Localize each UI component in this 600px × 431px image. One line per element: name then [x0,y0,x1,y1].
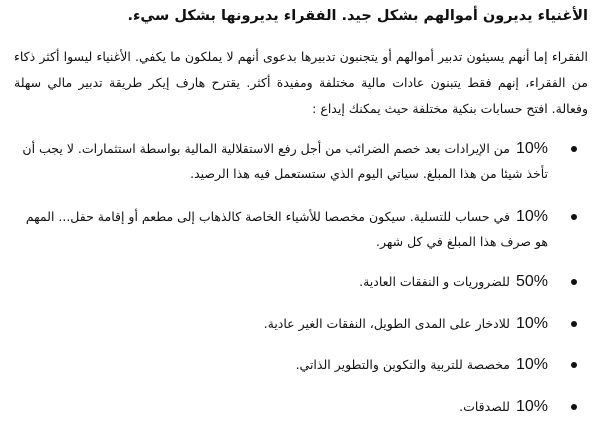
item-percent: 50% [515,273,548,290]
item-text: للصدقات. [459,399,510,414]
list-item [14,269,588,294]
headline: الأغنياء يديرون أموالهم بشكل جيد. الفقراء يديرونها بشكل سيء. [127,8,588,24]
bullet-icon [571,404,577,410]
list-item [14,394,588,419]
item-percent: 10% [515,140,548,157]
item-text: للضروريات و النفقات العادية. [359,274,510,289]
bullet-icon [571,146,577,152]
allocation-list [14,136,588,419]
item-text: مخصصة للتربية والتكوين والتطوير الذاتي. [295,357,510,372]
bullet-icon [571,279,577,285]
list-item [14,352,588,377]
item-text: في حساب للتسلية. سيكون مخصصا للأشياء الخاصة كالذهاب إلى مطعم أو إقامة حفل... المهم هو صرف هذا المبلغ في كل شهر. [25,209,548,249]
item-percent: 10% [515,398,548,415]
bullet-icon [571,321,577,327]
list-item [14,136,588,186]
list-item [14,311,588,336]
bullet-icon [571,214,577,220]
item-percent: 10% [515,208,548,225]
intro-paragraph: الفقراء إما أنهم يسيئون تدبير أموالهم أو يتجنبون تدبيرها بدعوى أنهم لا يملكون ما يكفي. الأغنياء ليسوا أكثر ذكاء من الفقراء، إنهم فقط يتبنون عادات مالية مختلفة ومفيدة أكثر. يقترح هارف إيكر طريقة تدبير مالي سهلة وفعالة. افتح حسابات بنكية مختلفة حيث يمكنك إيداع : [14,49,588,116]
bullet-icon [571,362,577,368]
item-percent: 10% [515,315,548,332]
list-item [14,204,588,254]
item-text: للادخار على المدى الطويل، النفقات الغير عادية. [263,316,510,331]
item-text: من الإيرادات بعد خصم الضرائب من أجل رفع الاستقلالية المالية بواسطة استثمارات. لا يجب أن تأخذ شيئا من هذا المبلغ. سياتي اليوم الذي ستستعمل فيه هذا الرصيد. [22,141,548,181]
item-percent: 10% [515,356,548,373]
